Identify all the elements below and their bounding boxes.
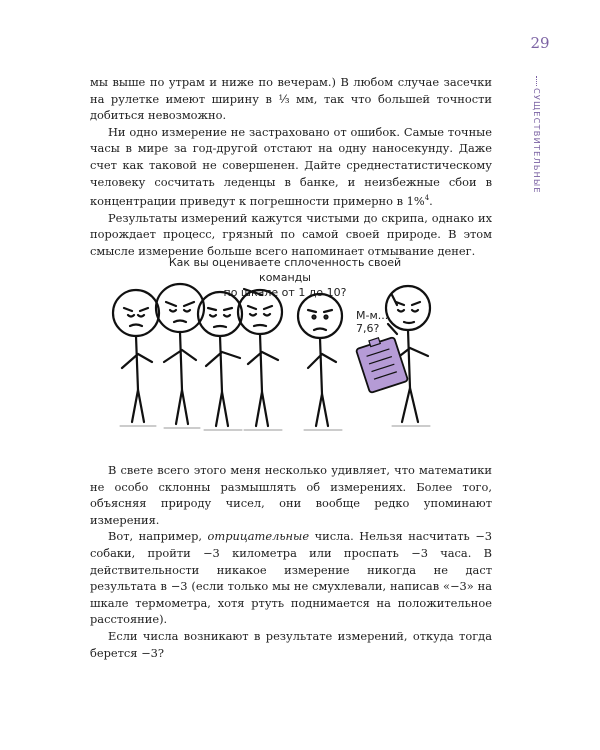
chapter-side-tab xyxy=(526,76,548,206)
stick-figures-illustration xyxy=(92,250,492,442)
chapter-title: СУЩЕСТВИТЕЛЬНЫЕ xyxy=(532,88,542,194)
body-text-top xyxy=(90,74,492,259)
illustration-answer: М-м... 7,6? xyxy=(356,309,389,335)
paragraph: В свете всего этого меня несколько удивляет, что математики не особо склонны размышлять об измерениях. Более того, объясняя природу чисел, они вообще редко упоминают измерения. xyxy=(90,463,492,527)
side-tab-dotted-line xyxy=(536,76,538,86)
footnote-mark: 4 xyxy=(424,194,430,203)
paragraph: Результаты измерений кажутся чистыми до скрипа, однако их порождает процесс, грязный по самой своей природе. В этом смысле измерение больше всего напоминает отмывание денег. xyxy=(90,210,492,258)
stick-figure xyxy=(113,290,159,426)
clipboard-icon xyxy=(356,336,408,393)
paragraph: Если числа возникают в результате измерений, откуда тогда берется −3? xyxy=(90,628,492,660)
paragraph: Вот, например, отрицательные числа. Нельзя насчитать −3 собаки, пройти −3 километра или проспать −3 часа. В действительности никакое измерение никогда не даст результата в −3 (если только мы не смухлевали, написав «−3» на шкале термометра, хотя ртуть поднимается на положительное расстояние). xyxy=(90,529,493,627)
stick-figure xyxy=(298,294,342,430)
stick-figure xyxy=(238,290,282,430)
stick-figure xyxy=(156,284,204,428)
emphasis: отрицательные xyxy=(207,529,310,544)
paragraph: мы выше по утрам и ниже по вечерам.) В любом случае засечки на рулетке имеют ширину в ⅓ мм, так что большей точности добиться невозможно. xyxy=(90,75,492,123)
body-text-bottom xyxy=(90,462,492,661)
paragraph: Ни одно измерение не застраховано от ошибок. Самые точные часы в мире за год-другой отстают на одну наносекунду. Даже счет как таковой не совершенен. Дайте среднестатистическому человеку сосчитать леденцы в банке, и неизбежные сбои в концентрации приведут к погрешности примерно в 1%$^4$. xyxy=(90,124,492,208)
illustration-question: Как вы оцениваете сплоченность своей команды по шкале от 1 до 10? xyxy=(168,256,402,299)
page-number: 29 xyxy=(530,34,550,52)
